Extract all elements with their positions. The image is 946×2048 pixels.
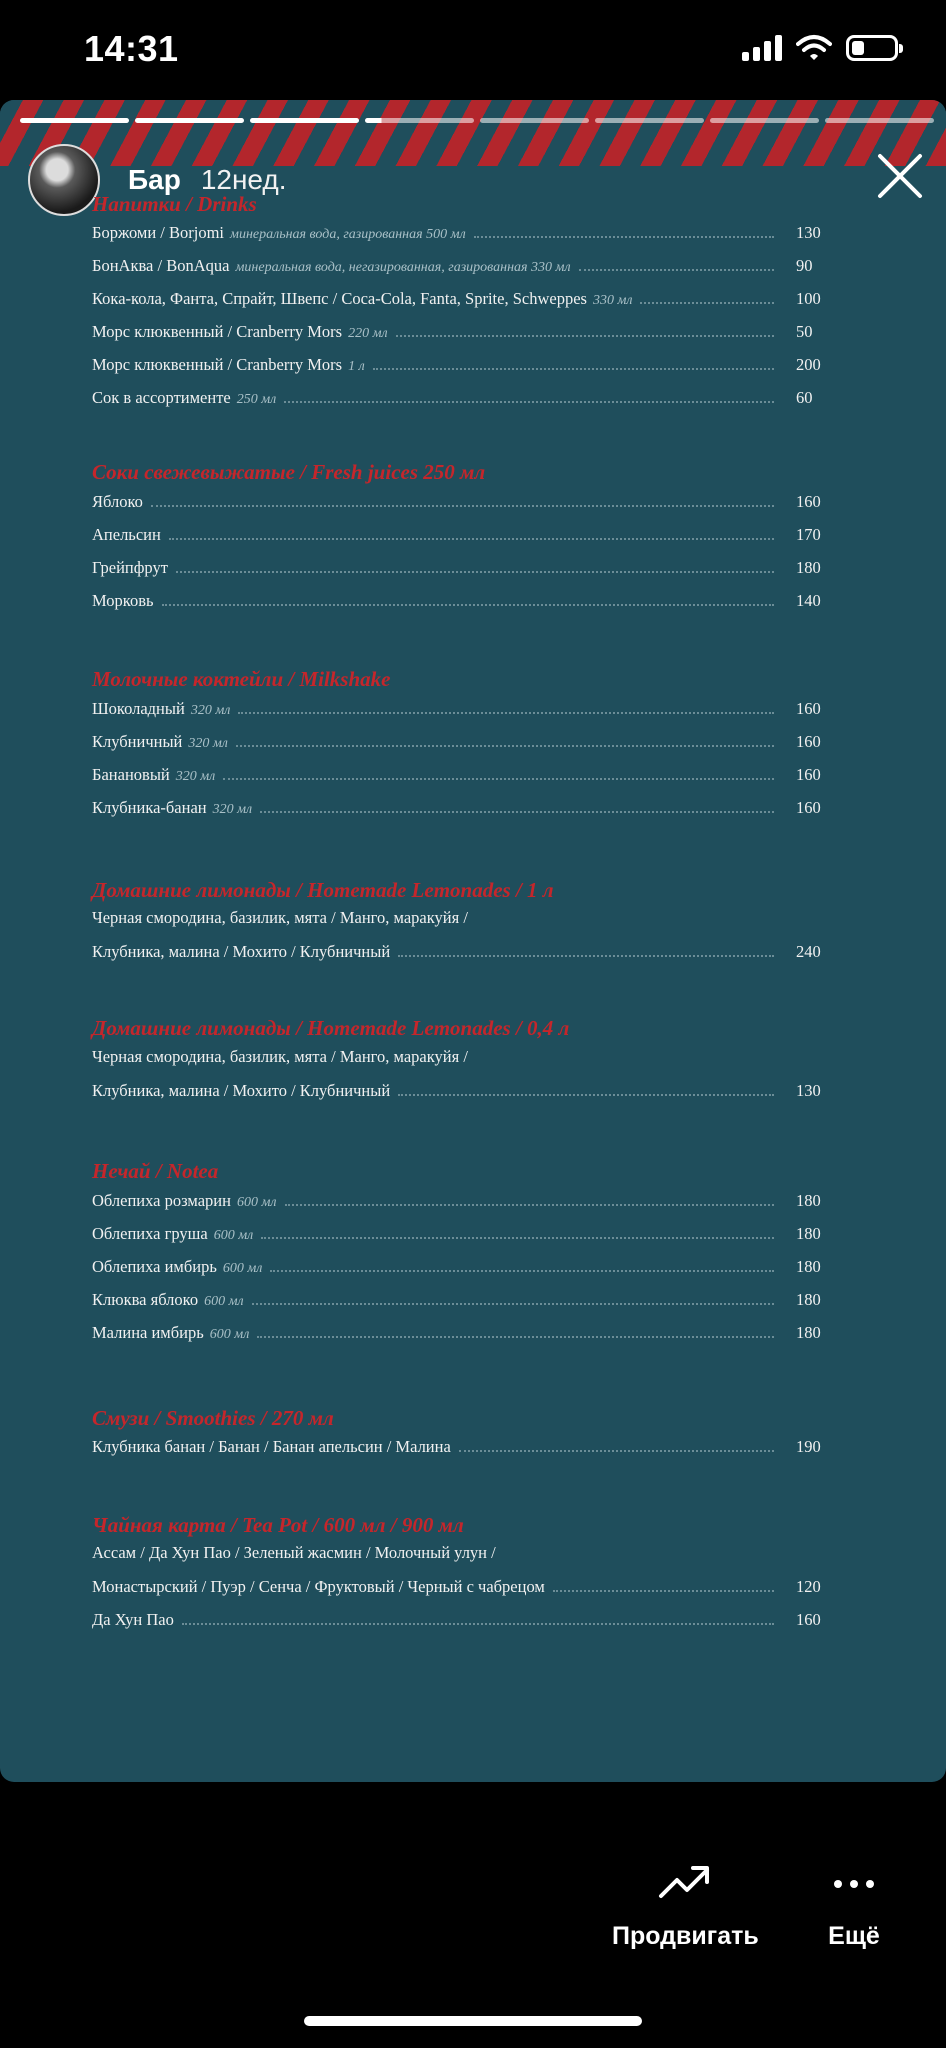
menu-item-price: 120 — [796, 1577, 821, 1596]
menu-item — [92, 1190, 842, 1212]
menu-item-price: 170 — [796, 525, 821, 544]
menu-item-name: Яблоко — [92, 492, 143, 511]
menu-item-price: 180 — [796, 1290, 821, 1309]
menu-item — [92, 222, 842, 244]
menu-item-volume: 330 мл — [592, 293, 633, 308]
menu-item-name: Клубника банан / Банан / Банан апельсин / Малина — [92, 1437, 451, 1456]
menu-item-volume: 320 мл — [188, 736, 228, 751]
menu-section-title: Молочные коктейли / Milkshake — [92, 667, 391, 691]
menu-item-volume: 320 мл — [212, 802, 253, 817]
leader-dots — [260, 797, 774, 813]
menu-item-name: Облепиха груша — [92, 1224, 208, 1243]
avatar[interactable] — [28, 144, 100, 216]
menu-item — [92, 557, 842, 579]
menu-item-price: 240 — [796, 942, 821, 961]
menu-item-price: 200 — [796, 355, 821, 374]
menu-item-name: Морс клюквенный / Cranberry Mors — [92, 322, 343, 341]
menu-item-volume: 600 мл — [209, 1327, 250, 1342]
account-name[interactable]: Бар — [128, 164, 181, 195]
progress-segment — [250, 118, 359, 123]
menu-item-name: Черная смородина, базилик, мята / Манго, маракуйя / — [92, 908, 468, 927]
menu-item — [92, 524, 842, 546]
menu-item-volume: 1 л — [348, 359, 365, 374]
menu-item — [92, 590, 842, 612]
menu-item-volume: 320 мл — [175, 769, 216, 784]
leader-dots — [285, 1190, 775, 1206]
menu-item — [92, 797, 842, 819]
more-button[interactable] — [826, 1862, 882, 1951]
menu-section-title: Соки свежевыжатые / Fresh juices 250 мл — [92, 460, 486, 484]
progress-segment — [825, 118, 934, 123]
leader-dots — [261, 1223, 774, 1239]
menu-item-price: 160 — [796, 699, 821, 718]
menu-item-name: Клубничный — [92, 732, 183, 751]
menu-item-name: Клюква яблоко — [92, 1290, 199, 1309]
leader-dots — [238, 698, 774, 714]
menu-item-price: 100 — [796, 289, 821, 308]
wifi-icon — [796, 34, 832, 62]
menu-item-name: Малина имбирь — [92, 1323, 204, 1342]
cellular-signal-icon — [742, 35, 782, 61]
leader-dots — [640, 288, 774, 304]
menu-item-price: 180 — [796, 1191, 821, 1210]
menu-item-price: 50 — [796, 322, 813, 341]
menu-item — [92, 1256, 842, 1278]
menu-item-price: 90 — [796, 256, 813, 275]
menu-item-price: 60 — [796, 388, 813, 407]
story-progress-bar — [20, 118, 934, 123]
menu-item — [92, 908, 842, 930]
menu-item-price: 190 — [796, 1437, 821, 1456]
menu-item — [92, 1047, 842, 1069]
leader-dots — [223, 764, 774, 780]
close-icon[interactable] — [874, 150, 926, 202]
leader-dots — [176, 557, 774, 573]
menu-item-price: 160 — [796, 732, 821, 751]
leader-dots — [476, 909, 774, 923]
menu-item-name: БонАква / BonAqua — [92, 256, 230, 275]
menu-item — [92, 1223, 842, 1245]
leader-dots — [459, 1436, 774, 1452]
posted-time: 12нед. — [200, 164, 287, 195]
menu-item — [92, 1609, 842, 1631]
leader-dots — [151, 491, 774, 507]
menu-item-name: Морс клюквенный / Cranberry Mors — [92, 355, 343, 374]
menu-item-price: 160 — [796, 492, 821, 511]
promote-button[interactable] — [612, 1862, 759, 1951]
leader-dots — [169, 524, 774, 540]
menu-item — [92, 491, 842, 513]
menu-item-name: Облепиха розмарин — [92, 1191, 231, 1210]
menu-item-volume: минеральная вода, негазированная, газированная 330 мл — [235, 260, 571, 275]
leader-dots — [373, 354, 774, 370]
menu-item-name: Облепиха имбирь — [92, 1257, 217, 1276]
menu-item — [92, 321, 842, 343]
leader-dots — [236, 731, 774, 747]
status-bar — [0, 0, 946, 100]
leader-dots — [474, 222, 774, 238]
trending-up-icon — [657, 1862, 713, 1902]
leader-dots — [182, 1609, 774, 1625]
menu-item — [92, 387, 842, 409]
menu-item — [92, 1322, 842, 1344]
menu-section-title: Смузи / Smoothies / 270 мл — [92, 1406, 334, 1430]
menu-item-name: Черная смородина, базилик, мята / Манго, маракуйя / — [92, 1047, 468, 1066]
story-viewer[interactable] — [0, 100, 946, 1782]
menu-item-name: Шоколадный — [92, 699, 185, 718]
leader-dots — [162, 590, 774, 606]
menu-item-name: Клубника-банан — [92, 798, 207, 817]
menu-item-name: Клубника, малина / Мохито / Клубничный — [92, 1081, 391, 1100]
promote-label: Продвигать — [612, 1922, 759, 1950]
leader-dots — [504, 1544, 774, 1558]
menu-item-price: 130 — [796, 1081, 821, 1100]
menu-item-volume: 600 мл — [213, 1228, 254, 1243]
menu-item-price: 160 — [796, 798, 821, 817]
battery-icon — [846, 35, 898, 61]
menu-item-volume: 220 мл — [348, 326, 388, 341]
progress-segment — [135, 118, 244, 123]
menu-item-price: 180 — [796, 558, 821, 577]
leader-dots — [579, 255, 774, 271]
menu-item — [92, 354, 842, 376]
menu-item-name: Монастырский / Пуэр / Сенча / Фруктовый / Черный с чабрецом — [92, 1577, 545, 1596]
menu-item-volume: 600 мл — [204, 1294, 244, 1309]
menu-section-title: Домашние лимонады / Homemade Lemonades / 0,4 л — [92, 1016, 570, 1040]
leader-dots — [257, 1322, 774, 1338]
menu-item-price: 160 — [796, 765, 821, 784]
menu-item-price: 140 — [796, 591, 821, 610]
menu-item-volume: 600 мл — [222, 1261, 263, 1276]
menu-item-price: 160 — [796, 1610, 821, 1629]
menu-item — [92, 698, 842, 720]
menu-item — [92, 941, 842, 963]
menu-item-name: Ассам / Да Хун Пао / Зеленый жасмин / Молочный улун / — [92, 1543, 496, 1562]
menu-item-volume: 320 мл — [190, 703, 231, 718]
menu-item-price: 180 — [796, 1257, 821, 1276]
menu-item-name: Сок в ассортименте — [92, 388, 231, 407]
progress-segment — [20, 118, 129, 123]
menu-item-price: 180 — [796, 1323, 821, 1342]
menu-item-volume: минеральная вода, газированная 500 мл — [230, 227, 466, 242]
clock: 14:31 — [84, 28, 179, 69]
menu-section-title: Нечай / Notea — [92, 1159, 219, 1183]
leader-dots — [396, 321, 774, 337]
more-dots-icon — [826, 1862, 882, 1902]
menu-item — [92, 255, 842, 277]
menu-item — [92, 731, 842, 753]
menu-item — [92, 1543, 842, 1565]
status-icons — [742, 34, 898, 62]
progress-segment — [480, 118, 589, 123]
menu-item-name: Кока-кола, Фанта, Спрайт, Швепс / Coca-Cola, Fanta, Sprite, Schweppes — [92, 289, 587, 308]
story-actions-bar — [0, 1782, 946, 2048]
menu-item-price: 180 — [796, 1224, 821, 1243]
progress-segment — [710, 118, 819, 123]
leader-dots — [398, 1080, 774, 1096]
menu-item-name: Боржоми / Borjomi — [92, 223, 225, 242]
leader-dots — [476, 1048, 774, 1062]
menu-item — [92, 1289, 842, 1311]
menu-item — [92, 1080, 842, 1102]
menu-item — [92, 764, 842, 786]
leader-dots — [270, 1256, 774, 1272]
more-label: Ещё — [828, 1922, 880, 1950]
menu-item-name: Банановый — [92, 765, 170, 784]
leader-dots — [553, 1576, 774, 1592]
menu-section-title: Домашние лимонады / Homemade Lemonades / 1 л — [92, 878, 554, 902]
leader-dots — [284, 387, 774, 403]
menu-item-volume: 250 мл — [236, 392, 277, 407]
menu-item-name: Апельсин — [92, 525, 161, 544]
menu-item-name: Клубника, малина / Мохито / Клубничный — [92, 942, 391, 961]
menu-item-name: Да Хун Пао — [92, 1610, 174, 1629]
menu-item — [92, 288, 842, 310]
home-indicator[interactable] — [304, 2016, 642, 2026]
menu-section-title: Напитки / Drinks — [92, 192, 257, 216]
menu-item-price: 130 — [796, 223, 821, 242]
leader-dots — [398, 941, 774, 957]
leader-dots — [252, 1289, 774, 1305]
menu-item — [92, 1436, 842, 1458]
progress-segment — [595, 118, 704, 123]
menu-item-volume: 600 мл — [236, 1195, 277, 1210]
menu-item-name: Морковь — [92, 591, 154, 610]
menu-item — [92, 1576, 842, 1598]
menu-section-title: Чайная карта / Tea Pot / 600 мл / 900 мл — [92, 1513, 464, 1537]
progress-segment — [365, 118, 474, 123]
menu-item-name: Грейпфрут — [92, 558, 168, 577]
